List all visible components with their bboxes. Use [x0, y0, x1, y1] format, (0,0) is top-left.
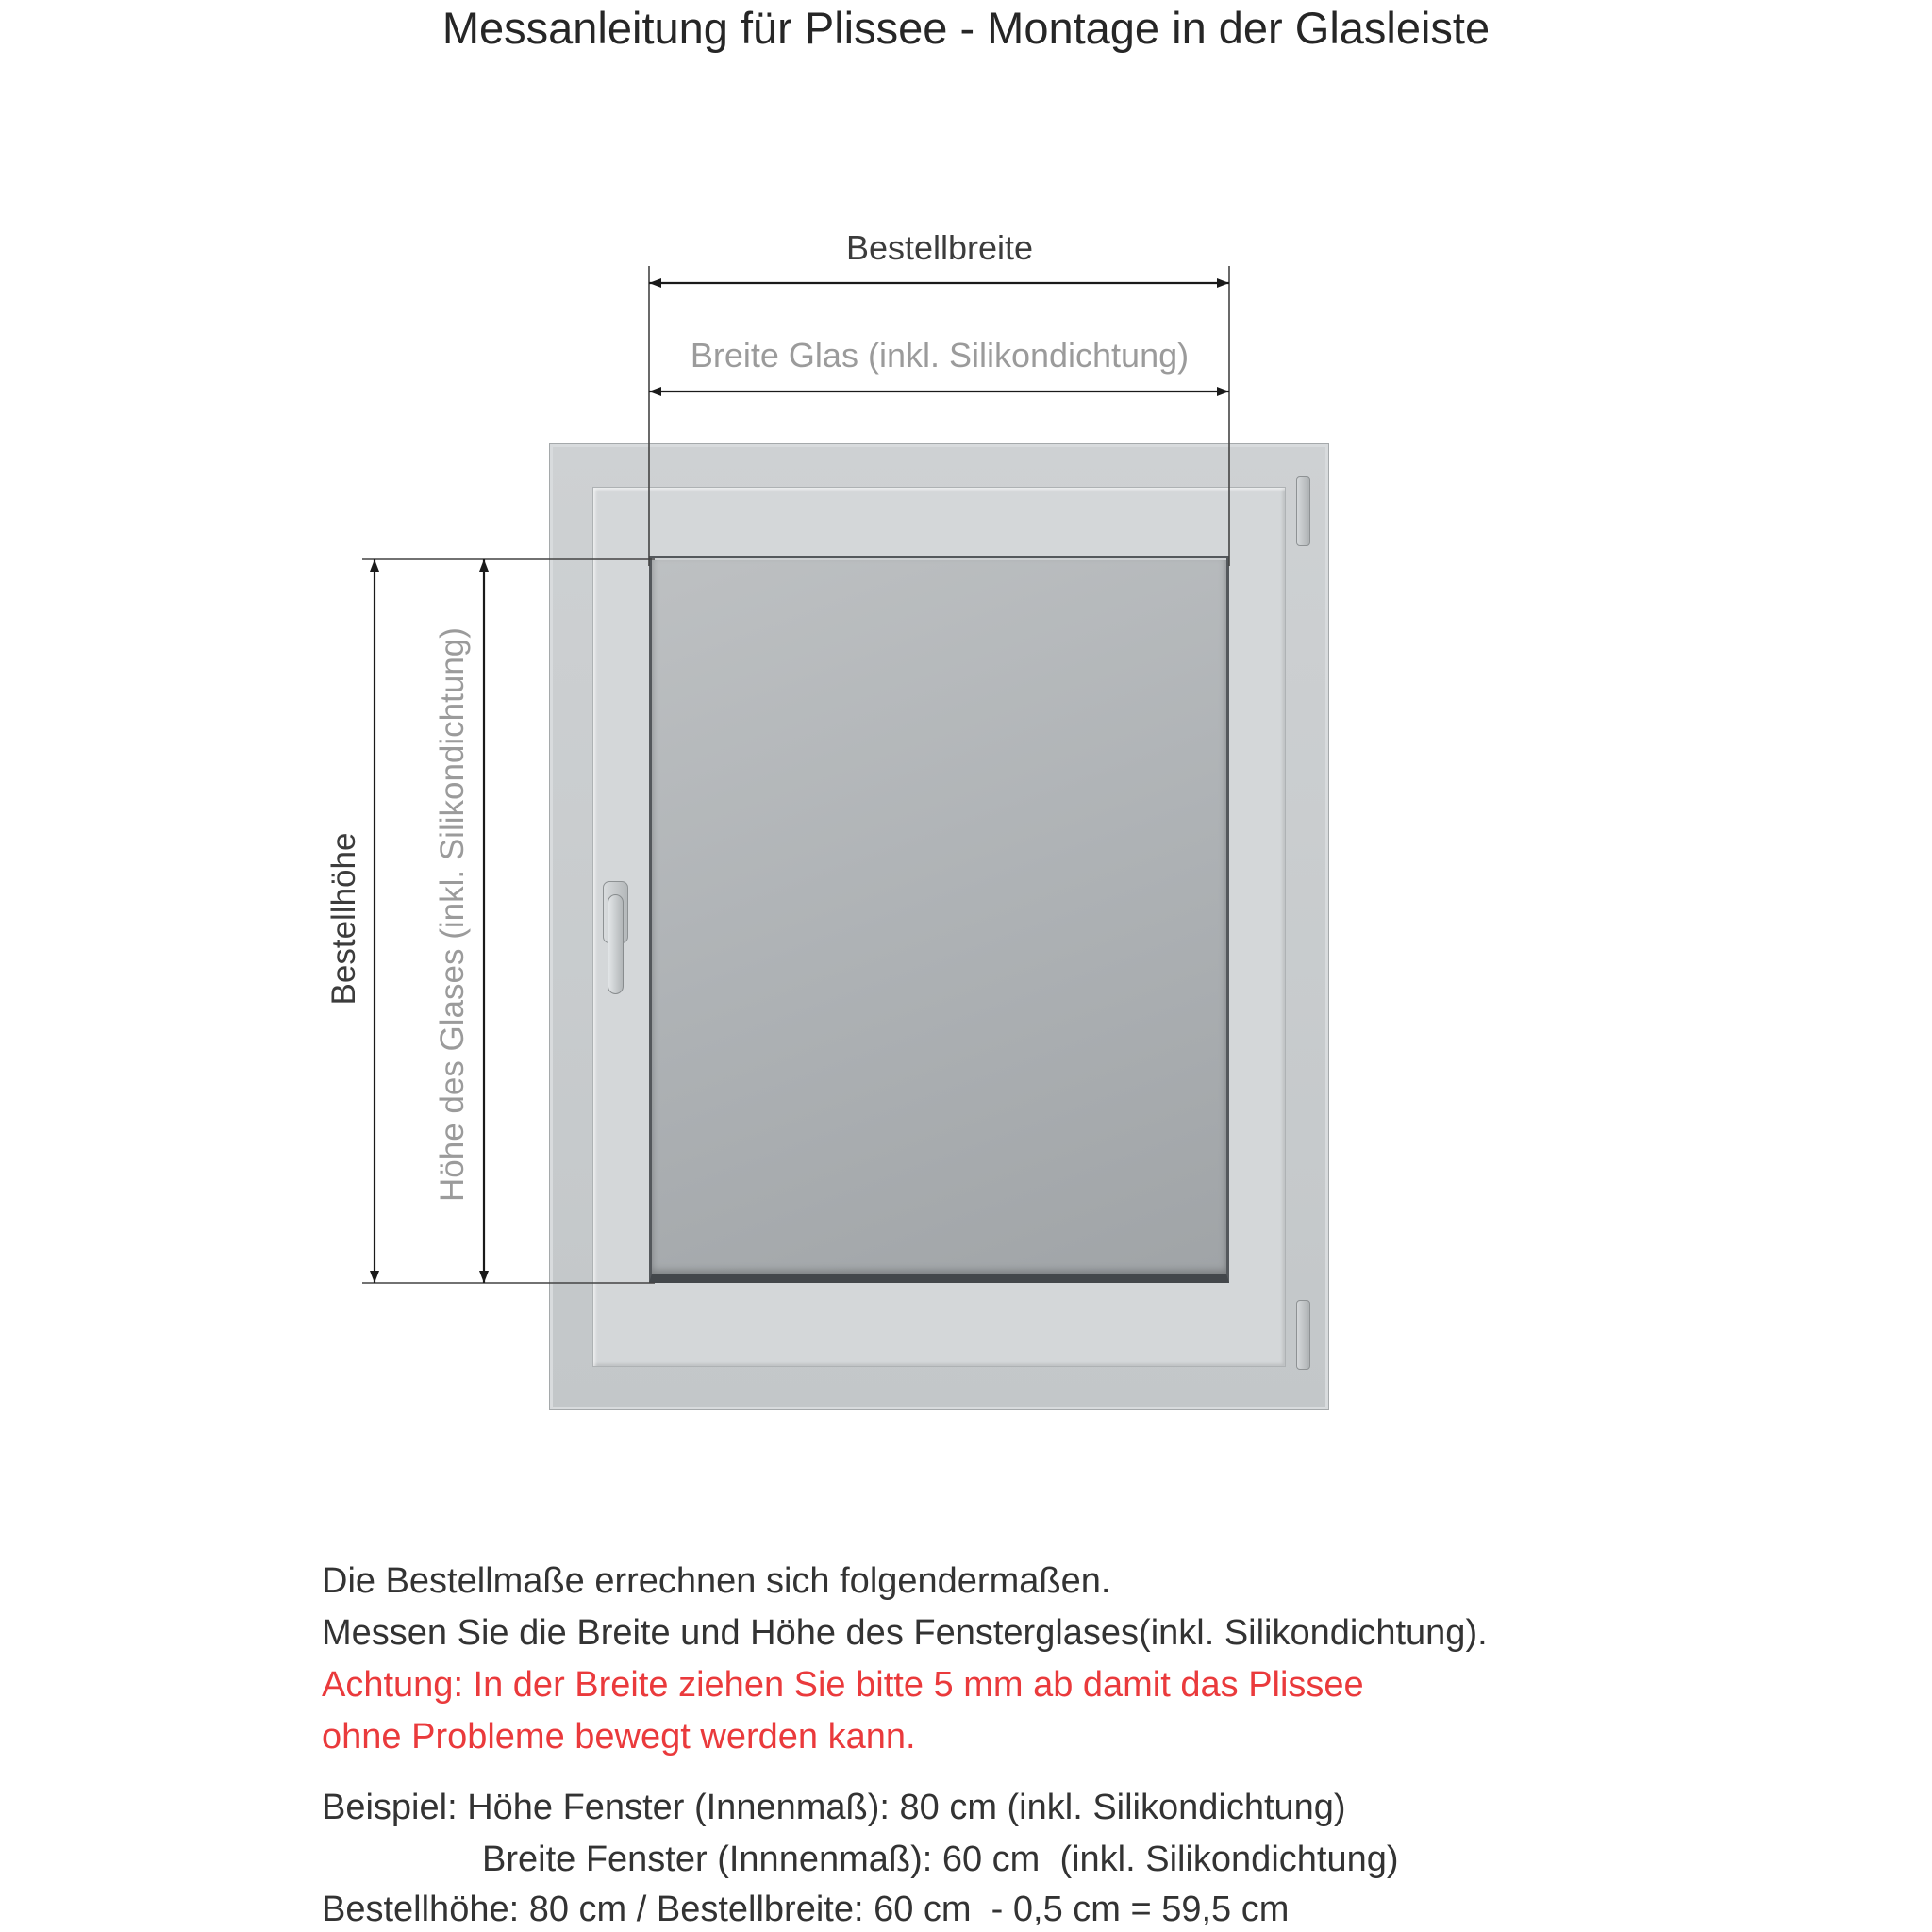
hinge-top-icon: [1296, 476, 1310, 546]
page-title: Messanleitung für Plissee - Montage in der Glasleiste: [441, 3, 1491, 53]
window-glass-pane: [649, 556, 1229, 1283]
window-handle-icon: [608, 894, 624, 994]
order-height-label: Bestellhöhe: [325, 832, 362, 1006]
example-line-2: Breite Fenster (Innnenmaß): 60 cm (inkl. Silikondichtung): [482, 1840, 1399, 1879]
example-line-1: Beispiel: Höhe Fenster (Innenmaß): 80 cm (inkl. Silikondichtung): [322, 1788, 1346, 1827]
warning-line-1: Achtung: In der Breite ziehen Sie bitte 5 mm ab damit das Plissee: [322, 1665, 1364, 1705]
glass-height-label: Höhe des Glases (inkl. Silikondichtung): [434, 627, 471, 1202]
instruction-line-2: Messen Sie die Breite und Höhe des Fensterglases(inkl. Silikondichtung).: [322, 1613, 1488, 1653]
warning-line-2: ohne Probleme bewegt werden kann.: [322, 1717, 916, 1757]
order-width-label: Bestellbreite: [845, 228, 1034, 267]
hinge-bottom-icon: [1296, 1300, 1310, 1370]
instruction-line-1: Die Bestellmaße errechnen sich folgendermaßen.: [322, 1561, 1111, 1601]
example-line-3: Bestellhöhe: 80 cm / Bestellbreite: 60 cm - 0,5 cm = 59,5 cm: [322, 1890, 1290, 1929]
glass-width-label: Breite Glas (inkl. Silikondichtung): [690, 336, 1190, 375]
